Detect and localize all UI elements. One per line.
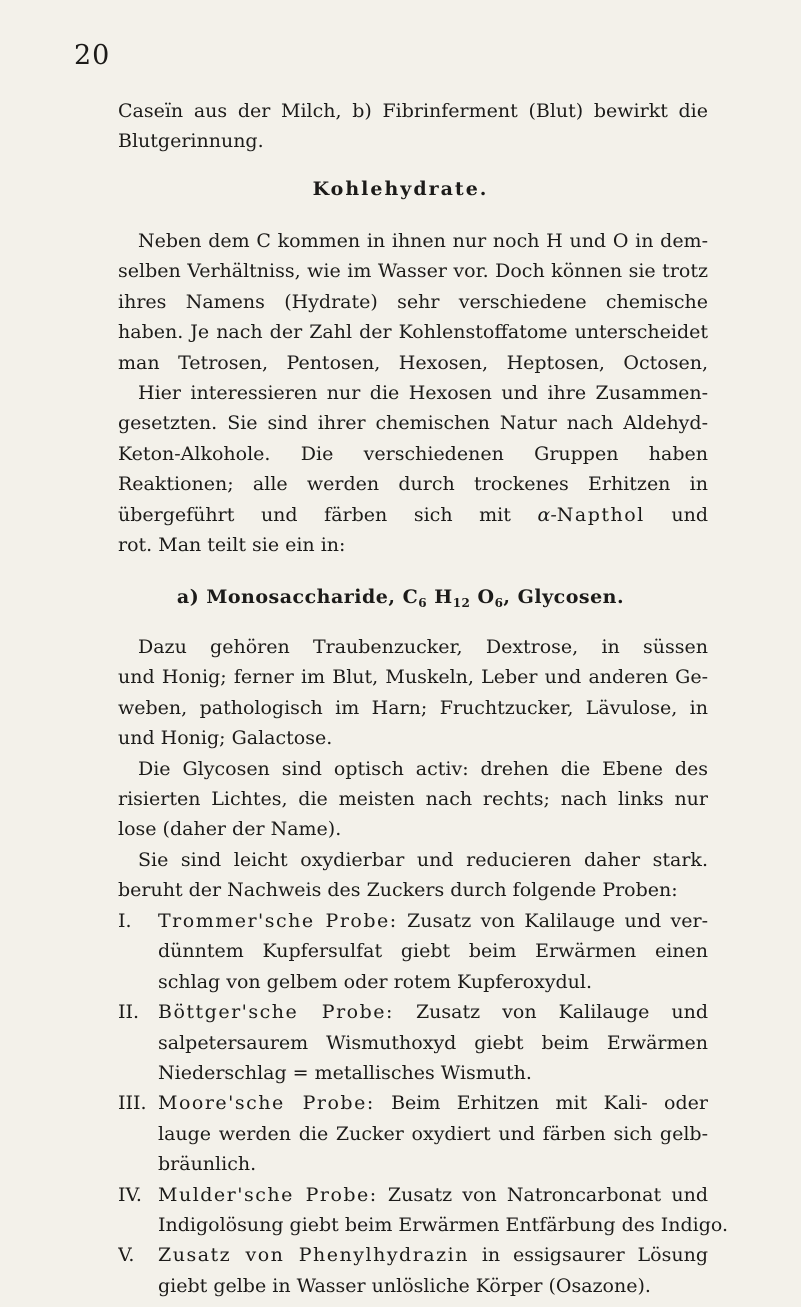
text-line: und Honig; Galactose.: [118, 727, 333, 750]
text-line: Niederschlag = metallisches Wismuth.: [158, 1061, 532, 1084]
text-line: dünntem Kupfersulfat giebt beim Erwärmen einen: [158, 940, 708, 963]
text-line: Keton-Alkohole. Die verschiedenen Gruppen haben: [118, 442, 708, 465]
text-line: Neben dem C kommen in ihnen nur noch H und O in dem-: [138, 230, 708, 252]
formula-c-sub: 6: [418, 596, 428, 610]
text-line: [118, 1240, 708, 1270]
text-line: Indigolösung giebt beim Erwärmen Entfärbung des Indigo.: [158, 1213, 729, 1236]
text-line: beruht der Nachweis des Zuckers durch folgende Proben:: [118, 879, 678, 902]
formula-o-sub: 6: [494, 596, 504, 610]
text-line: selben Verhältniss, wie im Wasser vor. Doch können sie trotz: [118, 260, 708, 283]
text-line: [118, 1088, 708, 1118]
text-line: Reaktionen; alle werden durch trockenes Erhitzen in: [118, 473, 708, 496]
probe-number: I.: [118, 910, 132, 932]
text-line: lose (daher der Name).: [118, 818, 342, 841]
text-line: man Tetrosen, Pentosen, Hexosen, Heptosen, Octosen,: [118, 351, 708, 374]
text-line: Dazu gehören Traubenzucker, Dextrose, in süssen: [138, 636, 708, 658]
text-line: bräunlich.: [158, 1153, 257, 1176]
probe-number: III.: [118, 1092, 147, 1115]
text-line: Caseïn aus der Milch, b) Fibrinferment (Blut) bewirkt die: [118, 100, 708, 122]
text-line: giebt gelbe in Wasser unlösliche Körper (Osazone).: [158, 1274, 651, 1297]
text-line: rot. Man teilt sie ein in:: [118, 533, 346, 556]
text-fragment: in essigsaurer Lösung: [468, 1244, 708, 1267]
subheading-label: a) Monosaccharide,: [176, 586, 403, 608]
text-line: [118, 1180, 708, 1210]
text-line: Hier interessieren nur die Hexosen und ihre Zusammen-: [138, 381, 708, 404]
probe-item: [118, 906, 708, 997]
text-line: weben, pathologisch im Harn; Fruchtzucker, Lävulose, in: [118, 696, 708, 719]
probe-item: [118, 1180, 729, 1241]
text-line: [118, 906, 708, 936]
text-line: und Honig; ferner im Blut, Muskeln, Leber und anderen Ge-: [118, 666, 708, 689]
probe-name: Mulder'sche Probe:: [158, 1183, 378, 1206]
probe-number: II.: [118, 1001, 140, 1024]
text-line: Blutgerinnung.: [118, 130, 264, 153]
text-line: Die Glycosen sind optisch activ: drehen die Ebene des: [138, 757, 708, 780]
text-line: haben. Je nach der Zahl der Kohlenstoffatome unterscheidet: [118, 321, 708, 344]
text-fragment: übergeführt und färben sich mit: [118, 503, 538, 526]
probe-item: [118, 1088, 708, 1179]
formula-h-sub: 12: [452, 596, 471, 610]
paragraph-kohlehydrate: [118, 226, 708, 560]
text-line: [118, 500, 708, 530]
text-line: risierten Lichtes, die meisten nach rechts; nach links nur: [118, 787, 708, 810]
section-heading: Kohlehydrate.: [312, 178, 489, 200]
text-line: [118, 997, 708, 1027]
subheading-name: , Glycosen.: [503, 586, 625, 608]
text-line: schlag von gelbem oder rotem Kupferoxydul.: [158, 970, 592, 993]
naphthol-term: Napthol: [556, 503, 645, 526]
probe-item: [118, 997, 708, 1088]
probe-number: V.: [118, 1244, 135, 1267]
probe-name: Trommer'sche Probe:: [158, 910, 398, 932]
formula-o: O: [470, 586, 495, 608]
probe-number: IV.: [118, 1183, 142, 1206]
page-number: 20: [74, 40, 111, 71]
text-fragment: Beim Erhitzen mit Kali- oder: [391, 1092, 708, 1115]
proben-list: [118, 906, 729, 1301]
text-fragment: Zusatz von Kalilauge und: [415, 1001, 708, 1024]
text-line: ihres Namens (Hydrate) sehr verschiedene chemische: [118, 290, 708, 313]
text-line: lauge werden die Zucker oxydiert und färben sich gelb-: [158, 1122, 708, 1145]
formula-c: C: [402, 586, 419, 608]
paragraph-glycosen: [118, 632, 708, 906]
subheading-monosaccharide: [0, 586, 801, 610]
formula-h: H: [427, 586, 453, 608]
intro-text: [118, 96, 708, 157]
text-line: Sie sind leicht oxydierbar und reducieren daher stark.: [138, 848, 708, 871]
text-line: gesetzten. Sie sind ihrer chemischen Natur nach Aldehyd-: [118, 412, 708, 435]
probe-name: Moore'sche Probe:: [158, 1092, 375, 1115]
text-fragment: Zusatz von Kalilauge und ver-: [397, 910, 708, 932]
text-fragment: und: [671, 503, 708, 526]
text-fragment: Zusatz von Natroncarbonat und: [377, 1183, 708, 1206]
probe-name: Zusatz von Phenylhydrazin: [158, 1244, 469, 1267]
probe-name: Böttger'sche Probe:: [158, 1001, 394, 1024]
probe-item: [118, 1240, 708, 1301]
text-line: salpetersaurem Wismuthoxyd giebt beim Erwärmen: [158, 1031, 708, 1054]
alpha-symbol: α-: [537, 503, 557, 526]
